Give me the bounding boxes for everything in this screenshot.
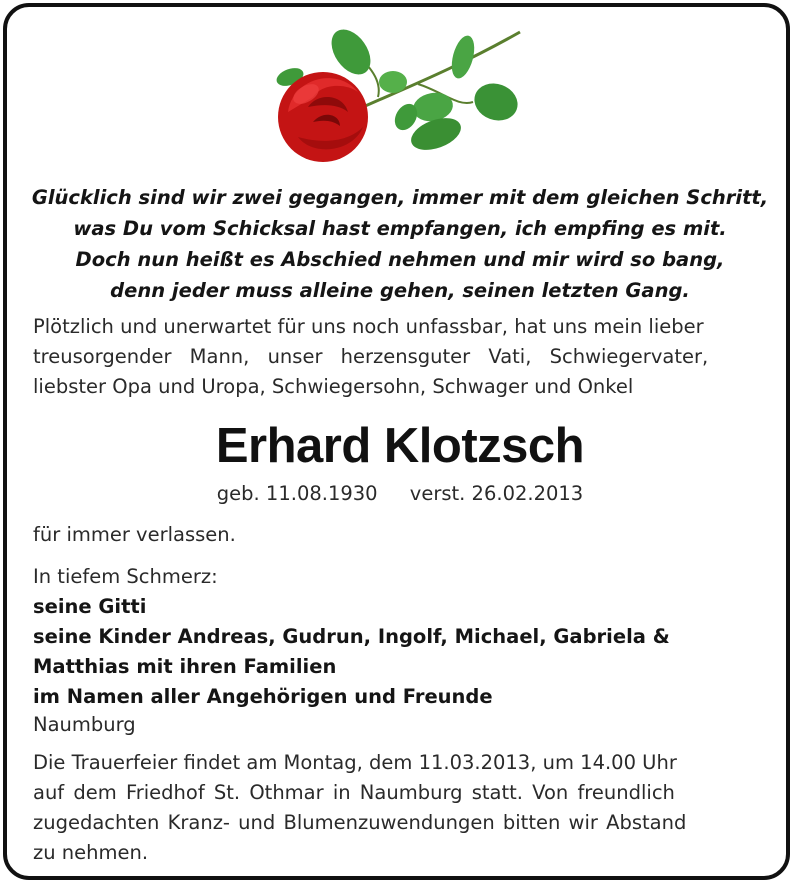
deceased-name: Erhard Klotzsch — [215, 419, 585, 473]
grief-intro: In tiefem Schmerz: — [33, 565, 218, 588]
funeral-notice — [33, 748, 768, 868]
poem-line: was Du vom Schicksal hast empfangen, ich empfing es mit. — [73, 217, 727, 240]
poem-line: denn jeder muss alleine gehen, seinen letzten Gang. — [110, 279, 690, 302]
rose-icon — [268, 22, 538, 172]
mourners-section — [33, 562, 768, 712]
notice-line: zugedachten Kranz- und Blumenzuwendungen bitten wir Abstand — [33, 811, 687, 834]
intro-line: Plötzlich und unerwartet für uns noch unfassbar, hat uns mein lieber — [33, 315, 704, 338]
notice-line: zu nehmen. — [33, 841, 149, 864]
intro-paragraph — [33, 312, 768, 402]
intro-line: treusorgender Mann, unser herzensguter Vati, Schwiegervater, — [33, 345, 709, 368]
mourner-line: seine Kinder Andreas, Gudrun, Ingolf, Michael, Gabriela & — [33, 625, 670, 648]
poem — [20, 182, 780, 306]
mourner-line: im Namen aller Angehörigen und Freunde — [33, 685, 493, 708]
notice-line: Die Trauerfeier findet am Montag, dem 11.03.2013, um 14.00 Uhr — [33, 751, 677, 774]
place: Naumburg — [33, 713, 136, 736]
notice-line: auf dem Friedhof St. Othmar in Naumburg statt. Von freundlich — [33, 781, 675, 804]
mourner-line: Matthias mit ihren Familien — [33, 655, 337, 678]
birth-date: geb. 11.08.1930 — [216, 482, 378, 505]
life-dates — [0, 482, 800, 505]
poem-line: Doch nun heißt es Abschied nehmen und mir wird so bang, — [75, 248, 725, 271]
leave-text: für immer verlassen. — [33, 523, 236, 546]
death-date: verst. 26.02.2013 — [409, 482, 584, 505]
poem-line: Glücklich sind wir zwei gegangen, immer mit dem gleichen Schritt, — [31, 186, 769, 209]
intro-line: liebster Opa und Uropa, Schwiegersohn, Schwager und Onkel — [33, 375, 634, 398]
mourner-line: seine Gitti — [33, 595, 147, 618]
